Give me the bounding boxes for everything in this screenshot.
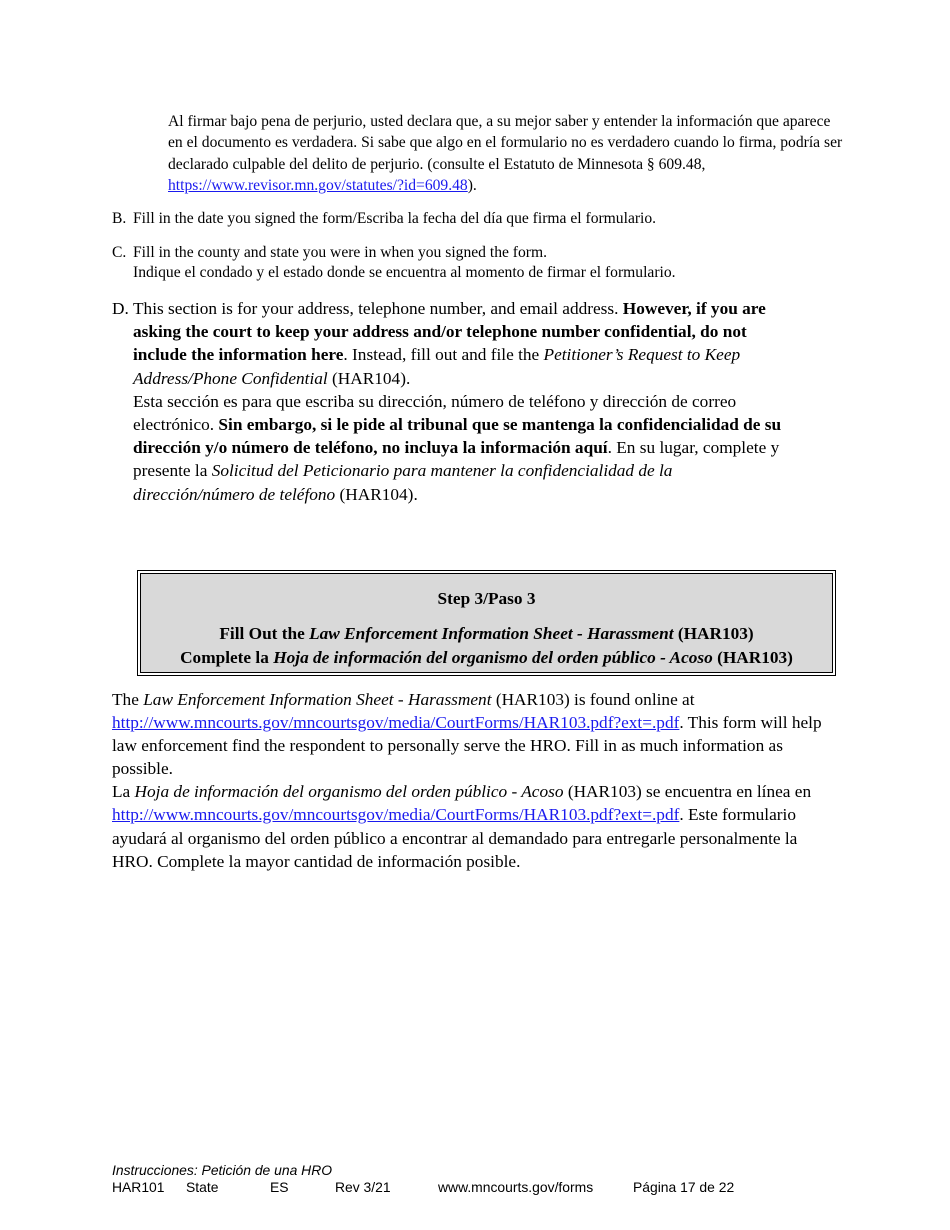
har103-link[interactable]: http://www.mncourts.gov/mncourtsgov/media/CourtForms/HAR103.pdf?ext=.pdf [112,805,680,825]
bold-warning: Sin embargo, si le pide al tribunal que se mantenga la confidencialidad de su dirección y/o número de teléfono, no incluya la información aquí [133,415,782,458]
statute-link[interactable]: https://www.revisor.mn.gov/statutes/?id=609.48 [168,176,468,194]
page-footer [112,1162,812,1196]
item-text-en: Fill in the county and state you were in when you signed the form. [133,244,548,261]
instruction-item-b [112,209,812,229]
item-text-es: Indique el condado y el estado donde se encuentra al momento de firmar el formulario. [133,264,676,281]
step-title: Step 3/Paso 3 [437,589,536,608]
perjury-paragraph [168,111,843,196]
text-run: . Este formulario ayudará al organismo del orden público a encontrar al demandado para entregarle personalmente la HRO. Complete la mayor cantidad de información posible. [112,805,798,871]
footer-form-id: HAR101 [112,1178,165,1195]
footer-rev: Rev 3/21 [335,1178,391,1195]
text-run: . Instead, fill out and file the [343,345,544,365]
instruction-item-d [112,297,832,506]
form-title-ref: Law Enforcement Information Sheet - Harassment [143,690,492,709]
step-heading-es [141,648,832,668]
item-d-spanish [133,390,798,506]
item-label: B. [112,210,127,227]
form-title-ref: Law Enforcement Information Sheet - Harassment [309,624,674,643]
bold-warning: However, if you are asking the court to keep your address and/or telephone number confidential, do not include the information here [133,299,766,365]
step-heading-en [141,624,832,644]
text-run: (HAR103) is found online at [491,690,695,709]
text-run: The [112,690,144,709]
text-run: . This form will help law enforcement find the respondent to personally serve the HRO. Fill in as much information as possible. [112,713,822,779]
text-run: La [112,782,135,802]
text-run: This section is for your address, telephone number, and email address. [133,299,623,318]
footer-title: Instrucciones: Petición de una HRO [112,1162,333,1178]
footer-lang: ES [270,1178,289,1195]
item-label: D. [112,299,129,318]
perjury-end: ). [467,176,477,194]
form-title-ref: Hoja de información del organismo del orden público - Acoso [273,648,713,667]
form-title-ref: Solicitud del Peticionario para mantener la confidencialidad de la dirección/número de teléfono [133,461,673,504]
text-run: Esta sección es para que escriba su dirección, número de teléfono y dirección de correo electrónico. [133,391,737,435]
har103-instructions [112,688,827,873]
item-d-english [133,297,798,390]
item-label: C. [112,244,127,261]
text-run: (HAR103) [673,624,754,643]
har103-link[interactable]: http://www.mncourts.gov/mncourtsgov/media/CourtForms/HAR103.pdf?ext=.pdf [112,713,680,733]
text-run: Complete la [180,648,274,667]
footer-court: State [186,1178,219,1195]
form-title-ref: Hoja de información del organismo del orden público - Acoso [134,782,564,802]
perjury-text: Al firmar bajo pena de perjurio, usted declara que, a su mejor saber y entender la información que aparece en el documento es verdadera. Si sabe que algo en el formulario no es verdadero cuando lo firma, podría ser declarado culpable del delito de perjurio. (consulte el Estatuto de Minnesota § 609.48, [168,113,843,173]
text-run: (HAR104). [335,484,418,504]
har103-spanish [112,780,827,872]
instruction-item-c [112,243,812,283]
footer-url: www.mncourts.gov/forms [438,1178,594,1195]
footer-page: Página 17 de 22 [633,1178,735,1195]
text-run: (HAR103) se encuentra en línea en [563,782,812,802]
footer-row [112,1179,812,1196]
step-3-box [140,573,833,673]
text-run: . En su lugar, complete y presente la [133,438,780,481]
form-title-ref: Petitioner’s Request to Keep Address/Phone Confidential [133,345,741,388]
item-text: Fill in the date you signed the form/Escriba la fecha del día que firma el formulario. [133,210,657,227]
text-run: (HAR104). [327,368,411,388]
text-run: (HAR103) [712,648,793,667]
text-run: Fill Out the [219,624,310,643]
har103-english [112,688,827,780]
